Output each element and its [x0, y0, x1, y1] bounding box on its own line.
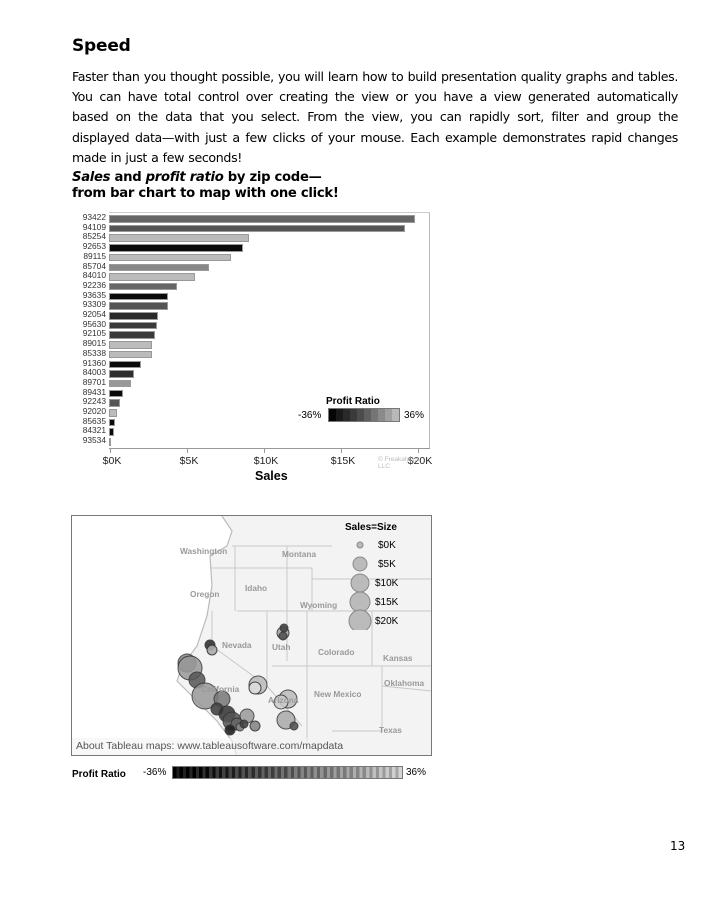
state-label-kansas: Kansas [383, 653, 413, 663]
zip-label: 92653 [82, 241, 106, 252]
bar-85338[interactable] [109, 351, 152, 359]
zip-label: 92243 [82, 396, 106, 407]
state-label-new-mexico: New Mexico [314, 689, 362, 699]
caption-sales: Sales [72, 170, 111, 185]
bar-92105[interactable] [109, 331, 155, 339]
map-legend-min: -36% [143, 767, 167, 778]
map-attribution-link[interactable]: About Tableau maps: www.tableausoftware.com/mapdata [76, 740, 344, 752]
bar-89115[interactable] [109, 254, 231, 262]
map-legend-title: Profit Ratio [72, 769, 126, 780]
zip-label: 93534 [82, 435, 106, 446]
bar-84010[interactable] [109, 273, 195, 281]
bar-89431[interactable] [109, 390, 123, 398]
bar-92020[interactable] [109, 409, 117, 417]
x-axis [109, 448, 430, 449]
bar-95630[interactable] [109, 322, 157, 330]
profit-ratio-legend [298, 396, 446, 426]
bar-91360[interactable] [109, 361, 141, 369]
zip-label: 84003 [82, 367, 106, 378]
size-legend-20k: $20K [375, 616, 399, 627]
size-legend-title: Sales=Size [345, 522, 397, 533]
state-label-idaho: Idaho [245, 583, 268, 593]
zip-label: 94109 [82, 221, 106, 232]
zip-label: 92020 [82, 406, 106, 416]
x-tick [341, 449, 342, 453]
bar-92236[interactable] [109, 283, 177, 291]
state-label-oregon: Oregon [190, 589, 220, 599]
size-legend-0k: $0K [378, 540, 396, 551]
bar-84003[interactable] [109, 370, 134, 378]
state-label-colorado: Colorado [318, 647, 355, 657]
zip-label: 84010 [82, 270, 106, 281]
zip-label: 95630 [82, 318, 106, 329]
zip-label: 85704 [82, 260, 106, 271]
caption-and: and [110, 170, 146, 185]
state-label-utah: Utah [272, 642, 291, 652]
caption-line-2: from bar chart to map with one click! [72, 186, 339, 201]
legend-title: Profit Ratio [326, 396, 380, 407]
state-label-wyoming: Wyoming [300, 600, 338, 610]
bar-92243[interactable] [109, 399, 120, 407]
bar-92653[interactable] [109, 244, 243, 252]
x-tick [187, 449, 188, 453]
bar-85635[interactable] [109, 419, 115, 427]
figure-caption [72, 170, 339, 202]
bar-84321[interactable] [109, 428, 114, 436]
x-tick [418, 449, 419, 453]
zip-label: 85254 [82, 231, 106, 242]
state-label-washington: Washington [180, 546, 228, 556]
map-legend-max: 36% [406, 767, 427, 778]
state-label-arizona: Arizona [268, 695, 299, 705]
state-label-oklahoma: Oklahoma [384, 678, 425, 688]
zip-label: 84321 [82, 425, 106, 436]
intro-paragraph: Faster than you thought possible, you will learn how to build presentation quality graphs and tables. You can have total control over creating the view or you have a view generated automatically based on the data that you select. From the view, you can rapidly sort, filter and group the displayed data—with just a few clicks of your mouse. Each example demonstrates rapid changes made in just a few seconds! [72, 69, 678, 165]
size-legend-5k: $5K [378, 559, 396, 570]
zip-label: 91360 [82, 357, 106, 368]
zip-label: 93635 [82, 289, 106, 300]
zip-label: 89115 [83, 250, 106, 261]
caption-profit-ratio: profit ratio [145, 170, 224, 185]
watermark: © Freakalytics LLC [378, 456, 420, 470]
page-title: Speed [72, 36, 131, 56]
page-number: 13 [670, 839, 686, 853]
zip-label: 92236 [82, 279, 106, 290]
state-label-montana: Montana [282, 549, 317, 559]
size-legend [340, 520, 430, 630]
sales-bar-chart [70, 210, 433, 483]
bar-93422[interactable] [109, 215, 415, 223]
bar-92054[interactable] [109, 312, 158, 320]
bar-85254[interactable] [109, 234, 249, 242]
bar-93635[interactable] [109, 293, 168, 301]
zip-label: 92105 [82, 328, 106, 339]
zip-label: 89431 [82, 386, 106, 397]
bar-93309[interactable] [109, 302, 168, 310]
map-legend-gradient [172, 766, 403, 779]
x-tick [110, 449, 111, 453]
zip-label: 85338 [82, 347, 106, 358]
x-axis-title: Sales [255, 469, 288, 483]
bar-85704[interactable] [109, 264, 209, 272]
state-label-nevada: Nevada [222, 640, 252, 650]
legend-max: 36% [404, 410, 425, 421]
legend-gradient [328, 408, 400, 422]
x-tick-label: $0K [102, 455, 122, 467]
x-tick-label: $20K [407, 455, 433, 467]
x-tick-label: $5K [179, 455, 199, 467]
size-legend-15k: $15K [375, 597, 399, 608]
zip-label: 93422 [82, 212, 106, 222]
bar-89701[interactable] [109, 380, 131, 388]
zip-label: 93309 [82, 299, 106, 310]
x-tick-label: $10K [253, 455, 279, 467]
size-legend-10k: $10K [375, 578, 399, 589]
size-legend-circles [340, 520, 380, 630]
state-label-california: California [201, 684, 240, 694]
zip-label: 89701 [82, 376, 106, 387]
caption-by-zip: by zip code— [223, 170, 322, 185]
legend-min: -36% [298, 410, 322, 421]
bar-93534[interactable] [109, 438, 111, 446]
bar-89015[interactable] [109, 341, 152, 349]
x-tick-label: $15K [330, 455, 356, 467]
map-profit-ratio-legend [72, 766, 432, 782]
caption-line-1 [72, 170, 339, 186]
zip-label: 85635 [82, 415, 106, 426]
zip-label: 89015 [82, 338, 106, 349]
bar-94109[interactable] [109, 225, 405, 233]
x-tick [264, 449, 265, 453]
zip-label: 92054 [82, 309, 106, 319]
sales-map[interactable] [71, 515, 432, 756]
state-label-texas: Texas [379, 725, 402, 735]
